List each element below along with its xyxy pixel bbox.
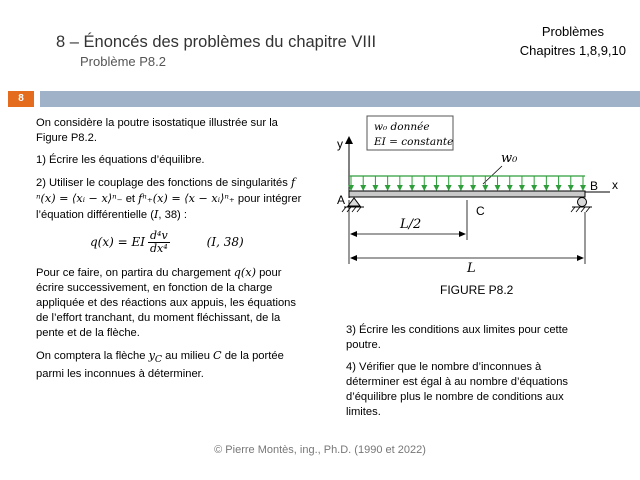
paragraph-step-4: 4) Vérifier que le nombre d’inconnues à déterminer est égal à au nombre d’équations d’équilibre plus le nombre de conditions aux limites. — [346, 361, 569, 418]
load-label: w₀ — [501, 151, 518, 166]
load-arrow-icon — [580, 185, 586, 191]
load-arrow-icon — [470, 185, 476, 191]
step-2-ref: I — [153, 208, 159, 221]
y-axis-arrow-icon — [345, 136, 353, 144]
load-arrow-icon — [482, 185, 488, 191]
load-arrow-icon — [385, 185, 391, 191]
info-box-line-2: EI = constante — [374, 136, 454, 148]
corner-line-1: Problèmes — [541, 24, 604, 39]
method-text-b: pour écrire successivement, en fonction de la charge appliquée et des réactions aux appuis, les équations de l’effort tranchant, du moment fléchissant, de la pente et de la flèche. — [36, 267, 296, 339]
load-arrow-icon — [372, 185, 378, 191]
beam — [349, 191, 585, 197]
deflection-text-d: de la portée parmi les inconnues à déterminer. — [36, 350, 284, 381]
paragraph-method — [36, 265, 302, 341]
equation-tag: (I, 38) — [206, 235, 244, 249]
header-bar — [40, 91, 640, 107]
step-2-text-c: , 38) : — [158, 209, 187, 221]
load-arrow-icon — [519, 185, 525, 191]
corner-label — [520, 22, 626, 60]
load-arrow-icon — [446, 185, 452, 191]
y-axis-label: y — [337, 137, 343, 151]
singularity-function-plus: fⁿ₊(x) = ⟨x − xᵢ⟩ⁿ₊ — [138, 192, 235, 205]
deflection-text-b: au milieu — [162, 350, 214, 362]
figure-caption: FIGURE P8.2 — [440, 283, 514, 297]
equation-lhs: q(x) = EI — [90, 235, 145, 249]
load-arrow-icon — [397, 185, 403, 191]
paragraph-step-3: 3) Écrire les conditions aux limites pour cette poutre. — [346, 324, 568, 351]
dim-half-arrow-left-icon — [350, 231, 357, 237]
load-arrow-icon — [458, 185, 464, 191]
load-arrow-icon — [556, 185, 562, 191]
dim-full-arrow-right-icon — [577, 255, 584, 261]
step-2-text: 2) Utiliser le couplage des fonctions de singularités — [36, 177, 288, 189]
step-2-text-b: pour intégrer l’équation différentielle ( — [36, 193, 302, 221]
load-arrow-icon — [360, 185, 366, 191]
dim-half-label: L/2 — [400, 217, 422, 232]
deflection-text-a: On comptera la flèche — [36, 350, 149, 362]
left-column — [36, 116, 302, 389]
point-a-label: A — [337, 193, 346, 207]
slide-title: 8 – Énoncés des problèmes du chapitre VIII — [56, 33, 377, 51]
load-arrow-icon — [568, 185, 574, 191]
footer-credit: © Pierre Montès, ing., Ph.D. (1990 et 2022) — [214, 444, 426, 456]
dim-full-arrow-left-icon — [350, 255, 357, 261]
corner-line-2: Chapitres 1,8,9,10 — [519, 43, 626, 58]
method-text-a: Pour ce faire, on partira du chargement — [36, 267, 234, 279]
load-arrow-icon — [421, 185, 427, 191]
paragraph-step-1: 1) Écrire les équations d’équilibre. — [36, 154, 205, 166]
load-arrow-icon — [409, 185, 415, 191]
deflection-subscript: C — [154, 354, 163, 366]
slide-subtitle: Problème P8.2 — [80, 54, 166, 69]
deflection-point: C — [213, 349, 222, 362]
load-arrow-icon — [531, 185, 537, 191]
load-arrow-icon — [495, 185, 501, 191]
singularity-function-minus: f ⁿ(x) = ⟨xᵢ − x⟩ⁿ₋ — [36, 176, 296, 205]
point-b-label: B — [590, 179, 599, 193]
beam-figure — [320, 112, 620, 282]
slide-number: 8 — [8, 91, 34, 107]
equation-denominator: dx⁴ — [150, 242, 168, 255]
deflection-symbol: y — [148, 349, 155, 362]
pin-support-a-icon — [348, 198, 360, 206]
equation-numerator: d⁴v — [150, 229, 168, 242]
distributed-load — [348, 176, 586, 191]
dim-full-label: L — [467, 261, 476, 276]
roller-support-b-icon — [578, 198, 587, 207]
load-arrow-icon — [507, 185, 513, 191]
method-load-symbol: q(x) — [233, 266, 256, 279]
right-column — [346, 323, 596, 427]
equation-38 — [36, 230, 302, 255]
point-c-label: C — [476, 204, 485, 218]
paragraph-deflection — [36, 348, 302, 382]
ground-b-hatch — [571, 207, 590, 212]
load-arrow-icon — [433, 185, 439, 191]
x-axis-label: x — [612, 178, 618, 192]
paragraph-step-2 — [36, 175, 302, 223]
equation-fraction — [148, 230, 170, 255]
ground-a-hatch — [342, 207, 361, 212]
step-2-and: et — [122, 193, 139, 205]
load-leader-line — [483, 166, 502, 184]
info-box-line-1: w₀ donnée — [374, 121, 430, 133]
paragraph-intro: On considère la poutre isostatique illustrée sur la Figure P8.2. — [36, 117, 278, 144]
load-arrow-icon — [543, 185, 549, 191]
dim-half-arrow-right-icon — [459, 231, 466, 237]
